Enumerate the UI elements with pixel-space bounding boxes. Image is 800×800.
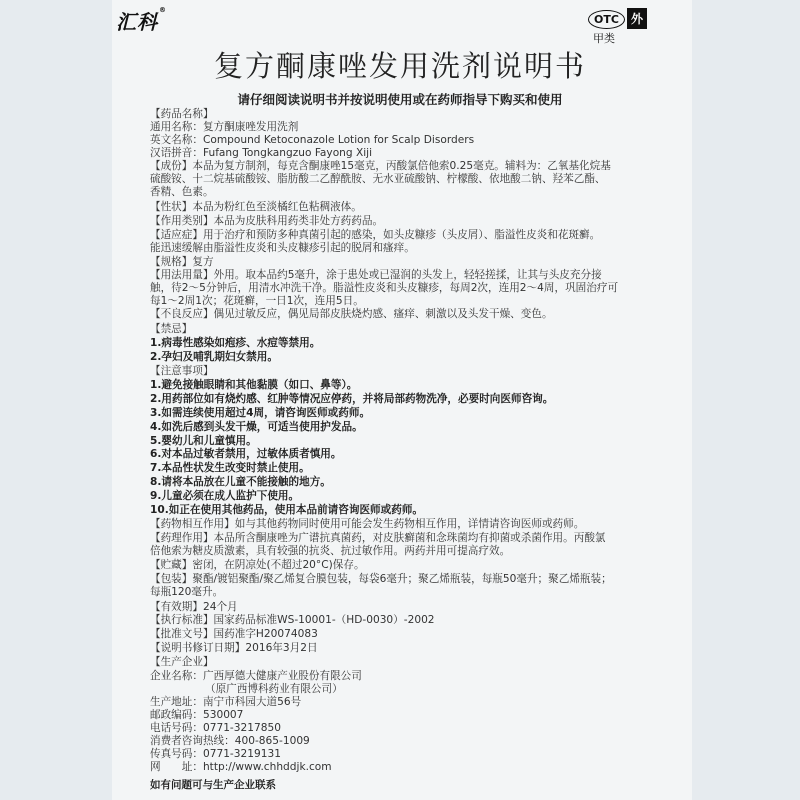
text-line: 2.孕妇及哺乳期妇女禁用。 bbox=[150, 351, 278, 363]
text-line: 【包装】聚酯/镀铝聚酯/聚乙烯复合膜包装，每袋6毫升；聚乙烯瓶装，每瓶50毫升；聚乙烯瓶装； bbox=[150, 572, 612, 585]
text-line: 电话号码：0771-3217850 bbox=[150, 722, 281, 734]
contact-note: 如有问题可与生产企业联系 bbox=[150, 779, 276, 791]
text-line: 10.如正在使用其他药品，使用本品前请咨询医师或药师。 bbox=[150, 504, 424, 517]
external-use-badge: 外 bbox=[627, 8, 647, 29]
text-line: 【贮藏】密闭，在阴凉处(不超过20°C)保存。 bbox=[150, 558, 365, 571]
text-line: 6.对本品过敏者禁用，过敏体质者慎用。 bbox=[150, 448, 342, 461]
text-line: 【规格】复方 bbox=[150, 255, 214, 268]
category-label: 甲类 bbox=[593, 32, 615, 45]
otc-badge-group bbox=[588, 8, 647, 29]
text-line: 汉语拼音：Fufang Tongkangzuo Fayong Xiji bbox=[150, 147, 373, 159]
text-line: 【适应症】用于治疗和预防多种真菌引起的感染，如头皮糠疹（头皮屑）、脂溢性皮炎和花斑癣。 bbox=[150, 228, 601, 241]
text-line: 7.本品性状发生改变时禁止使用。 bbox=[150, 462, 310, 475]
text-line: 【不良反应】偶见过敏反应，偶见局部皮肤烧灼感、瘙痒、刺激以及头发干燥、变色。 bbox=[150, 308, 553, 321]
text-line: 【药理作用】本品所含酮康唑为广谱抗真菌药，对皮肤癣菌和念珠菌均有抑菌或杀菌作用。丙酸氯 bbox=[150, 531, 606, 544]
text-line: 【药品名称】 bbox=[150, 108, 214, 120]
text-line: 【药物相互作用】如与其他药物同时使用可能会发生药物相互作用，详情请咨询医师或药师。 bbox=[150, 518, 585, 530]
text-line: 每瓶120毫升。 bbox=[150, 585, 224, 598]
text-line: 【生产企业】 bbox=[150, 656, 214, 669]
text-line: 倍他索为糖皮质激素，具有较强的抗炎、抗过敏作用。两药并用可提高疗效。 bbox=[150, 544, 511, 557]
text-line: （原广西博科药业有限公司） bbox=[205, 683, 343, 696]
text-line: 生产地址：南宁市科园大道56号 bbox=[150, 696, 302, 709]
text-line: 8.请将本品放在儿童不能接触的地方。 bbox=[150, 476, 331, 489]
text-line: 企业名称：广西厚德大健康产业股份有限公司 bbox=[150, 670, 362, 683]
text-line: 4.如洗后感到头发干燥，可适当使用护发品。 bbox=[150, 420, 363, 433]
text-line: 网 址：http://www.chhddjk.com bbox=[150, 761, 332, 773]
text-line: 【成份】本品为复方制剂，每克含酮康唑15毫克，丙酸氯倍他索0.25毫克。辅料为：乙氧基化烷基 bbox=[150, 159, 611, 172]
text-line: 邮政编码：530007 bbox=[150, 709, 244, 722]
text-line: 硫酸铵、十二烷基硫酸铵、脂肪酸二乙醇酰胺、无水亚硫酸钠、柠檬酸、依地酸二钠、羟苯乙酯、 bbox=[150, 172, 606, 185]
brand-name: 汇科 bbox=[116, 10, 158, 34]
text-line: 【作用类别】本品为皮肤科用药类非处方药药品。 bbox=[150, 214, 384, 227]
text-line: 1.避免接触眼睛和其他黏膜（如口、鼻等）。 bbox=[150, 378, 358, 391]
text-line: 香精、色素。 bbox=[150, 185, 214, 198]
text-line: 每1～2周1次；花斑癣，一日1次，连用5日。 bbox=[150, 295, 364, 308]
registered-mark: ® bbox=[159, 6, 167, 14]
text-line: 2.用药部位如有烧灼感、红肿等情况应停药，并将局部药物洗净，必要时向医师咨询。 bbox=[150, 392, 554, 405]
text-line: 1.病毒性感染如疱疹、水痘等禁用。 bbox=[150, 337, 321, 350]
otc-badge: OTC bbox=[588, 10, 625, 29]
document-title: 复方酮康唑发用洗剂说明书 bbox=[213, 49, 586, 83]
text-line: 能迅速缓解由脂溢性皮炎和头皮糠疹引起的脱屑和瘙痒。 bbox=[150, 241, 415, 254]
text-line: 【注意事项】 bbox=[150, 364, 214, 377]
text-line: 9.儿童必须在成人监护下使用。 bbox=[150, 490, 300, 503]
text-line: 通用名称：复方酮康唑发用洗剂 bbox=[150, 121, 299, 133]
text-line: 3.如需连续使用超过4周，请咨询医师或药师。 bbox=[150, 406, 371, 419]
document-subtitle: 请仔细阅读说明书并按说明使用或在药师指导下购买和使用 bbox=[237, 92, 563, 107]
text-line: 消费者咨询热线：400-865-1009 bbox=[150, 735, 310, 747]
text-line: 传真号码：0771-3219131 bbox=[150, 748, 281, 760]
text-line: 【有效期】24个月 bbox=[150, 600, 238, 613]
text-line: 英文名称：Compound Ketoconazole Lotion for Scalp Disorders bbox=[150, 134, 475, 146]
text-line: 【性状】本品为粉红色至淡橘红色粘稠液体。 bbox=[150, 200, 362, 213]
brand-logo bbox=[116, 6, 167, 35]
text-line: 触，待2～5分钟后，用清水冲洗干净。脂溢性皮炎和头皮糠疹，每周2次，连用2～4周，巩固治疗可 bbox=[150, 282, 619, 295]
text-line: 【执行标准】国家药品标准WS-10001-（HD-0030）-2002 bbox=[150, 614, 435, 627]
text-line: 5.婴幼儿和儿童慎用。 bbox=[150, 434, 257, 447]
text-line: 【批准文号】国药准字H20074083 bbox=[150, 628, 318, 641]
text-line: 【用法用量】外用。取本品约5毫升，涂于患处或已湿润的头发上，轻轻搓揉，让其与头皮充分接 bbox=[150, 269, 602, 282]
text-line: 【禁忌】 bbox=[150, 323, 193, 336]
text-line: 【说明书修订日期】2016年3月2日 bbox=[150, 642, 318, 655]
